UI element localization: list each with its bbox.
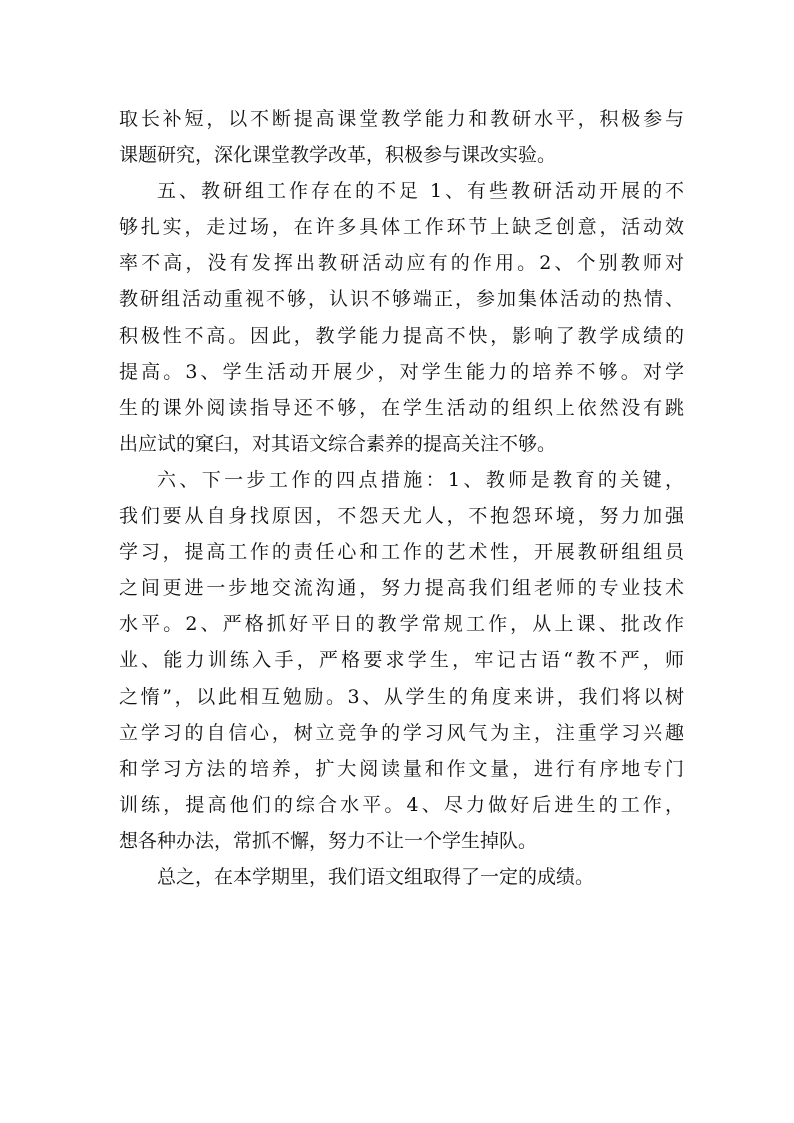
text-line: 业、能力训练入手，严格要求学生，牢记古语“教不严，师 (119, 649, 684, 672)
text-line: 之间更进一步地交流沟通，努力提高我们组老师的专业技术 (119, 577, 684, 600)
text-line: 出应试的窠臼，对其语文综合素养的提高关注不够。 (119, 432, 557, 455)
text-line: 生的课外阅读指导还不够，在学生活动的组织上依然没有跳 (119, 396, 684, 419)
text-line: 水平。2、严格抓好平日的教学常规工作，从上课、批改作 (119, 613, 684, 636)
text-line: 学习，提高工作的责任心和工作的艺术性，开展教研组组员 (119, 541, 684, 564)
text-line: 想各种办法，常抓不懈，努力不让一个学生掉队。 (119, 829, 538, 852)
text-line: 课题研究，深化课堂教学改革，积极参与课改实验。 (119, 144, 557, 167)
text-line: 率不高，没有发挥出教研活动应有的作用。2、个别教师对 (119, 252, 684, 275)
paragraph-intro-tail (119, 101, 684, 173)
text-line: 教研组活动重视不够，认识不够端正，参加集体活动的热情、 (119, 288, 684, 311)
text-line: 六、下一步工作的四点措施：1、教师是教育的关键， (157, 468, 684, 491)
text-line: 和学习方法的培养，扩大阅读量和作文量，进行有序地专门 (119, 757, 684, 780)
text-line: 取长补短，以不断提高课堂教学能力和教研水平，积极参与 (119, 108, 684, 130)
document-body (119, 101, 684, 895)
paragraph-section-five (119, 173, 684, 462)
text-line: 五、教研组工作存在的不足 1、有些教研活动开展的不 (157, 180, 684, 203)
paragraph-section-six (119, 462, 684, 859)
text-line: 之惰”，以此相互勉励。3、从学生的角度来讲，我们将以树 (119, 685, 684, 708)
text-line: 我们要从自身找原因，不怨天尤人，不抱怨环境，努力加强 (119, 505, 684, 528)
text-line: 提高。3、学生活动开展少，对学生能力的培养不够。对学 (119, 360, 684, 383)
text-line: 训练，提高他们的综合水平。4、尽力做好后进生的工作， (119, 793, 684, 816)
text-line: 够扎实，走过场，在许多具体工作环节上缺乏创意，活动效 (119, 216, 684, 239)
text-line: 立学习的自信心，树立竞争的学习风气为主，注重学习兴趣 (119, 721, 684, 744)
text-line: 积极性不高。因此，教学能力提高不快，影响了教学成绩的 (119, 324, 684, 347)
text-line: 总之，在本学期里，我们语文组取得了一定的成绩。 (157, 865, 595, 888)
paragraph-conclusion (119, 859, 684, 895)
